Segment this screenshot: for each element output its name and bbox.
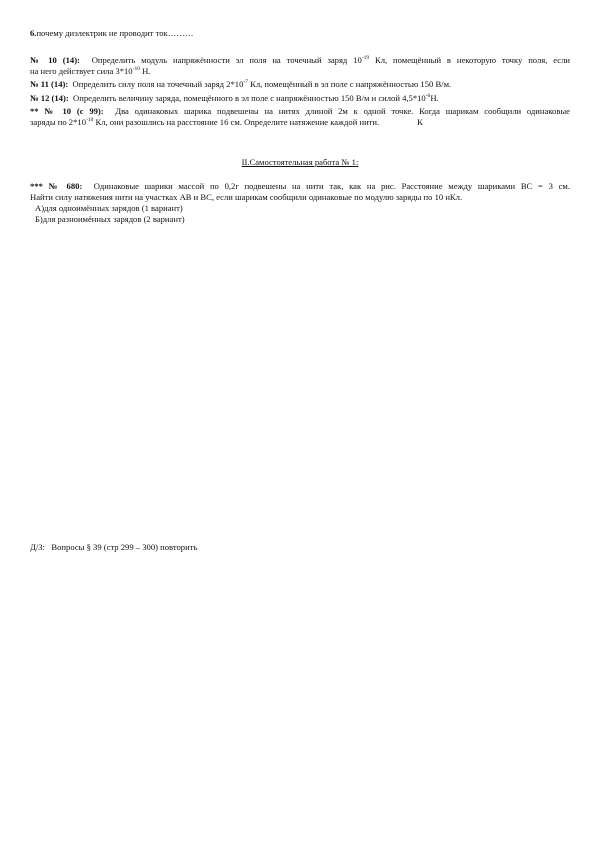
homework xyxy=(30,542,570,553)
problem-10-p99: ** № 10 (с 99): Два одинаковых шарика подвешены на нитях длиной 2м к одной точке. Когда шарикам сообщили одинаковые заряды по $2*10^{-10}$ Кл, они разошлись на расстояние 16 см. Определите натяжение каждой нити. К xyxy=(30,106,570,127)
option-a: А)для одноимённых зарядов (1 вариант) xyxy=(35,203,183,213)
problem-label: № 11 (14): xyxy=(30,79,69,89)
problem-label: ** № 10 (с 99): xyxy=(30,106,104,116)
question-number: 6. xyxy=(30,28,37,38)
problem-11: № 11 (14): Определить силу поля на точечный заряд $2*10^{-7}$ Кл, помещённый в эл поле с напряжённостью 150 В/м. xyxy=(30,79,452,89)
problem-label: № 12 (14): xyxy=(30,93,69,103)
trailing-mark: К xyxy=(417,117,423,127)
section-title: II.Самостоятельная работа № 1: xyxy=(241,157,359,167)
question-text: почему диэлектрик не проводит ток……… xyxy=(36,28,194,38)
task-680: *** № 680: Одинаковые шарики массой по 0,2г подвешены на нити так, как на рис. Расстояние между шариками ВС = 3 см. Найти силу натяжения нити на участках АВ и ВС, если шарикам сообщили одинаковые по модулю заряды по 10 нКл. А)для одноимённых зарядов (1 вариант) Б)для разноимённых зарядов (2 вариант) xyxy=(30,181,571,224)
homework-label: Д/З: xyxy=(30,542,45,552)
question-6 xyxy=(30,28,570,39)
problem-label: № 10 (14): xyxy=(30,55,80,65)
task-label: *** № 680: xyxy=(30,181,83,191)
option-b: Б)для разноимённых зарядов (2 вариант) xyxy=(35,214,185,224)
problem-12: № 12 (14): Определить величину заряда, помещённого в эл поле с напряжённостью 150 В/м и силой $4,5*10^{-6}Н$. xyxy=(30,93,439,103)
homework-text: Вопросы § 39 (стр 299 – 300) повторить xyxy=(51,542,198,552)
problem-10: № 10 (14): Определить модуль напряжённости эл поля на точечный заряд $10^{-19}$ Кл, помещённый в некоторую точку поля, если на него действует сила $3*10^{-10}$ Н. xyxy=(30,55,571,76)
